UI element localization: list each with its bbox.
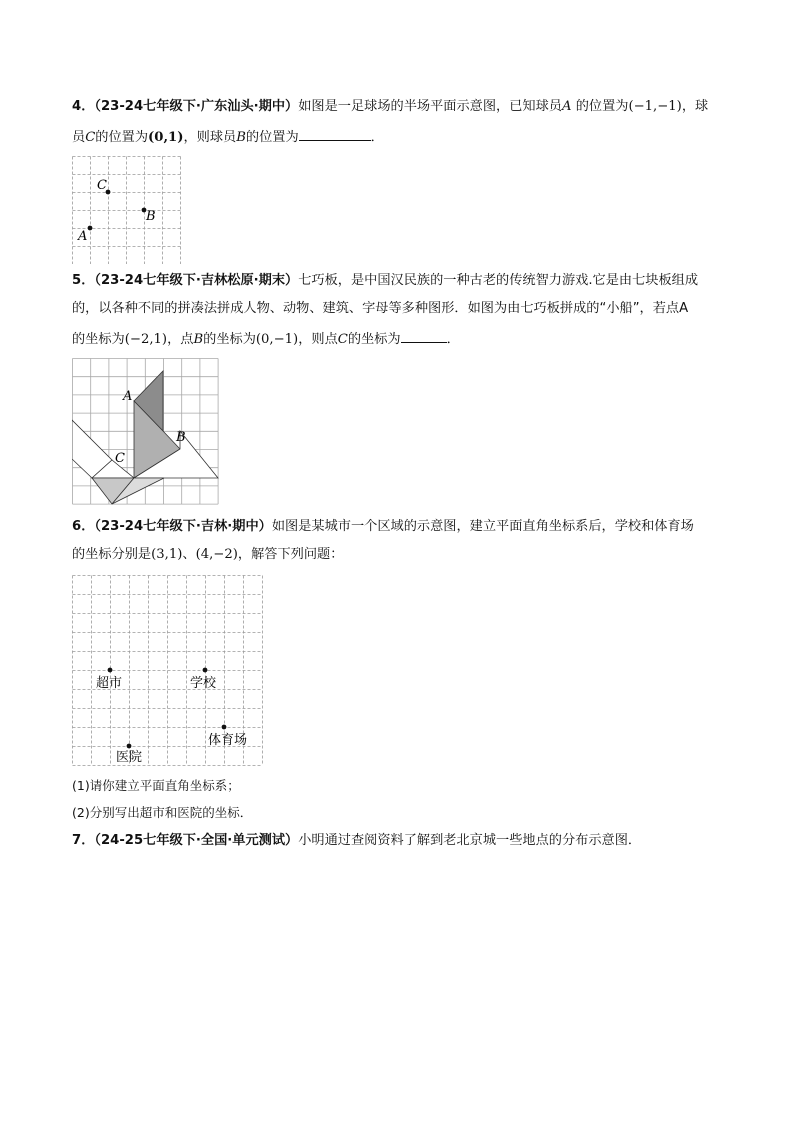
- q6-separator: 、: [182, 547, 196, 562]
- q5-line-2: [72, 300, 688, 318]
- q4-text-2d: 的位置为: [245, 130, 299, 145]
- q6-text-2a: 的坐标分别是: [72, 547, 152, 562]
- stadium-dot: [222, 725, 227, 730]
- school-label: 学校: [190, 676, 217, 691]
- q4-source: （23-24七年级下·广东汕头·期中）: [94, 99, 299, 114]
- q4-coord-c: (0,1): [148, 130, 184, 145]
- q5-text-2: 的，以各种不同的拼凑法拼成人物、动物、建筑、字母等多种图形．如图为由七巧板拼成的“小船”，若点A: [72, 301, 689, 316]
- q4-text-1b: 的位置为: [575, 99, 629, 114]
- supermarket-label: 超市: [96, 676, 123, 691]
- q6-text-1: 如图是某城市一个区域的示意图，建立平面直角坐标系后，学校和体育场: [271, 519, 694, 534]
- q4-player-a: A: [561, 99, 572, 114]
- q5-coord-b: (0,−1): [255, 332, 299, 347]
- q5-text-3b: ，点: [167, 332, 194, 347]
- q6-sub-1-text: (1)请你建立平面直角坐标系；: [72, 778, 240, 793]
- q4-line-1: 4．（23-24七年级下·广东汕头·期中）如图是一足球场的半场平面示意图，已知球员A 的位置为(−1,−1)，球: [72, 99, 709, 114]
- q5-text-3d: ，则点: [298, 332, 338, 347]
- q5-text-3c: 的坐标为: [203, 332, 256, 347]
- q4-field-figure: [72, 156, 184, 264]
- q4-line-2: [72, 128, 384, 147]
- q4-period: ．: [370, 130, 384, 145]
- q4-text-2b: 的位置为: [95, 130, 149, 145]
- q4-text-1a: 如图是一足球场的半场平面示意图，已知球员: [298, 99, 562, 114]
- label-b: B: [146, 209, 156, 224]
- q4-text-2c: ，则球员: [183, 130, 237, 145]
- stadium-label: 体育场: [208, 733, 248, 748]
- q7-line-1: 7．（24-25七年级下·全国·单元测试）小明通过查阅资料了解到老北京城一些地点的分布示意图．: [72, 833, 642, 848]
- q5-number: 5: [72, 273, 82, 288]
- q5-text-3a: 的坐标为: [72, 332, 125, 347]
- tangram-label-b: B: [176, 430, 186, 445]
- q6-sub-2: [72, 804, 252, 822]
- q4-player-c: C: [85, 130, 96, 145]
- q6-sub-1: [72, 777, 240, 795]
- q6-line-2: [72, 546, 343, 564]
- tangram-label-c: C: [115, 451, 125, 466]
- q5-coord-a: (−2,1): [124, 332, 168, 347]
- label-c: C: [97, 178, 107, 193]
- q5-source: （23-24七年级下·吉林松原·期末）: [94, 273, 299, 288]
- q6-coord-stadium: (4,−2): [195, 547, 238, 562]
- q5-point-b: B: [193, 332, 204, 347]
- q6-coord-school: (3,1): [151, 547, 183, 562]
- q5-point-c: C: [337, 332, 348, 347]
- q5-line-3: [72, 330, 460, 349]
- q5-period: ．: [446, 332, 460, 347]
- q4-text-1c: ，球: [681, 99, 709, 114]
- q7-number: 7: [72, 833, 82, 848]
- q4-text-2a: 员: [72, 130, 86, 145]
- q7-text: 小明通过查阅资料了解到老北京城一些地点的分布示意图．: [298, 833, 642, 848]
- tangram-label-a: A: [123, 389, 133, 404]
- q6-city-map: [72, 575, 264, 767]
- q6-number: 6: [72, 519, 82, 534]
- q6-source: （23-24七年级下·吉林·期中）: [94, 519, 272, 534]
- q5-text-3e: 的坐标为: [347, 332, 401, 347]
- q4-player-b: B: [236, 130, 246, 145]
- q6-text-2b: ，解答下列问题：: [237, 547, 344, 562]
- player-a-dot: [88, 226, 93, 231]
- q4-answer-blank[interactable]: [299, 128, 371, 141]
- q6-line-1: 6．（23-24七年级下·吉林·期中）如图是某城市一个区域的示意图，建立平面直角坐标系后，学校和体育场: [72, 519, 694, 534]
- q7-source: （24-25七年级下·全国·单元测试）: [94, 833, 299, 848]
- q5-text-1: 七巧板，是中国汉民族的一种古老的传统智力游戏.它是由七块板组成: [298, 273, 699, 288]
- q6-sub-2-text: (2)分别写出超市和医院的坐标．: [72, 805, 253, 820]
- hospital-label: 医院: [116, 750, 143, 765]
- q5-line-1: 5．（23-24七年级下·吉林松原·期末）七巧板，是中国汉民族的一种古老的传统智力游戏.它是由七块板组成: [72, 273, 699, 288]
- hospital-dot: [127, 744, 132, 749]
- q5-tangram-figure: [72, 358, 220, 506]
- q4-number: 4: [72, 99, 82, 114]
- q4-coord-a: (−1,−1): [628, 99, 682, 114]
- label-a: A: [78, 229, 88, 244]
- supermarket-dot: [108, 668, 113, 673]
- q5-answer-blank[interactable]: [401, 330, 447, 343]
- school-dot: [203, 668, 208, 673]
